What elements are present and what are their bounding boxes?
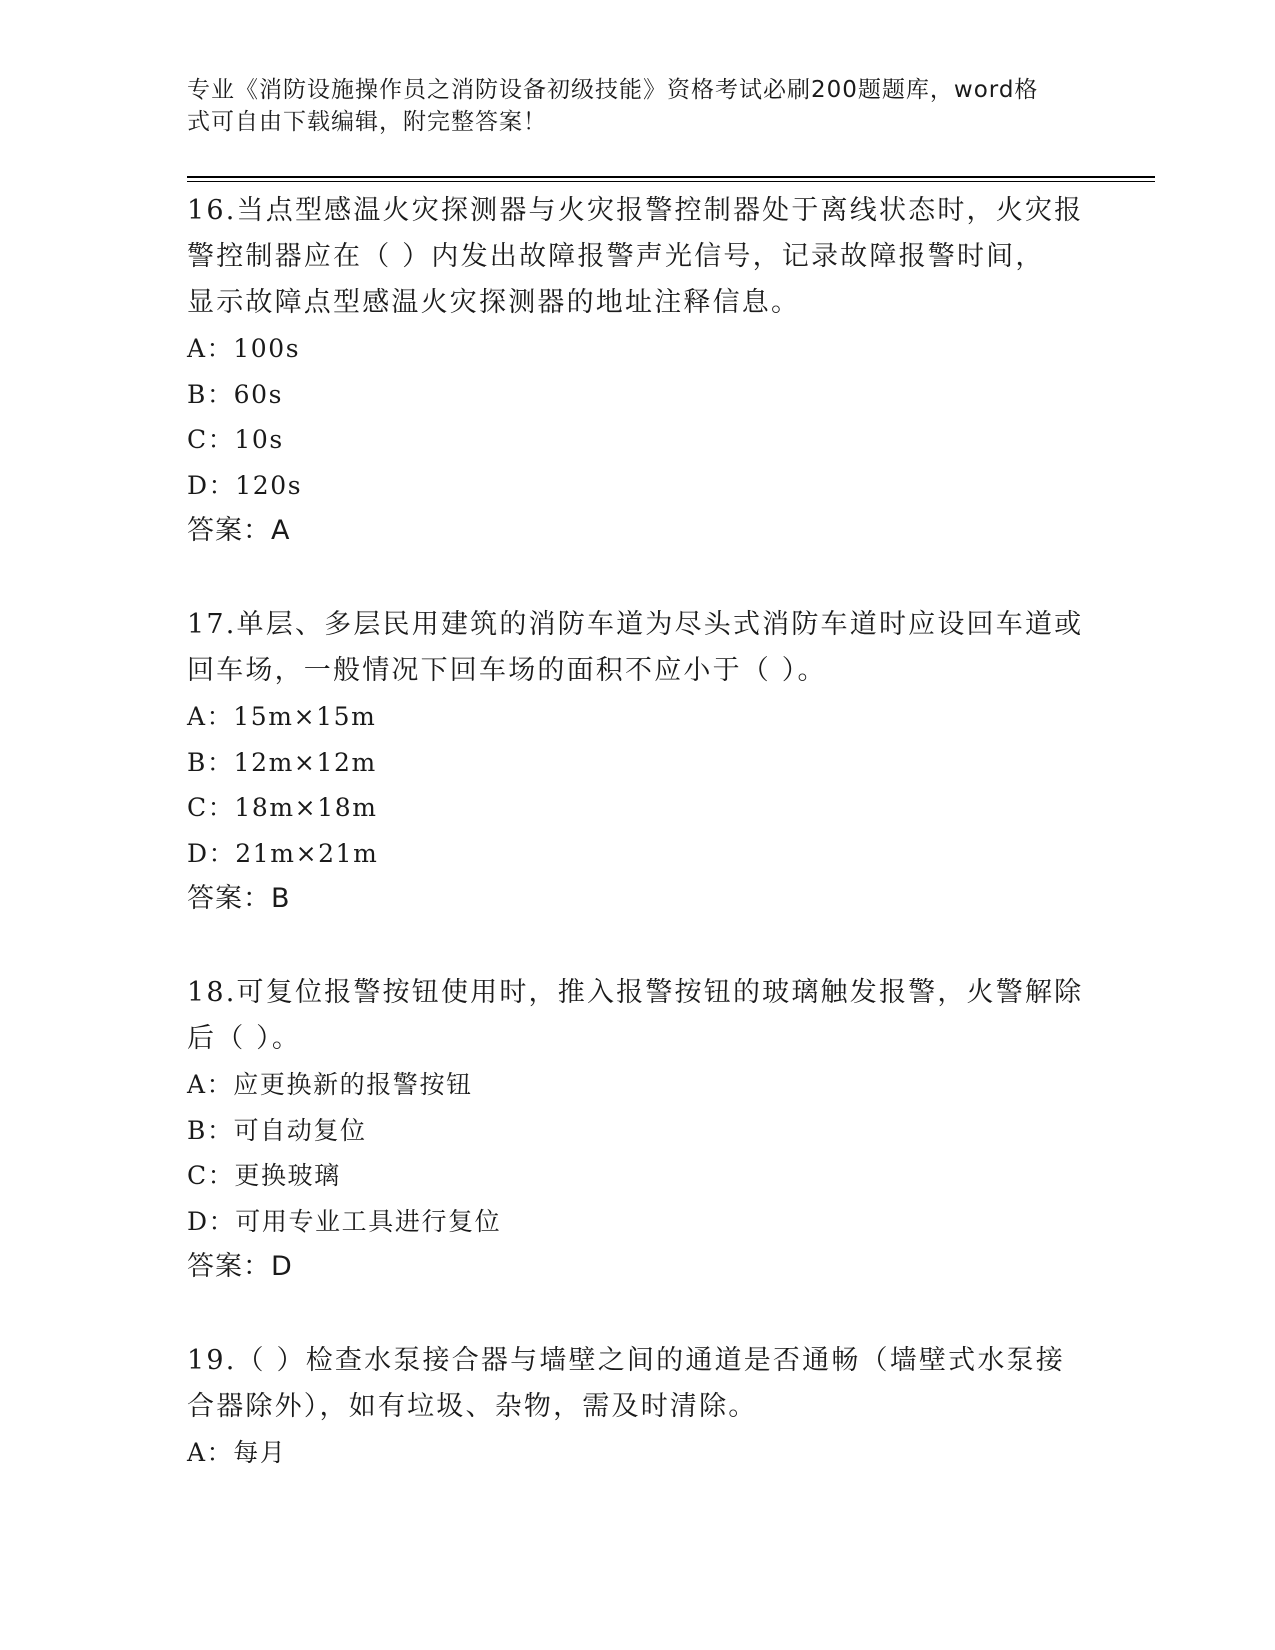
option-letter: B： [187, 747, 234, 777]
question-stem-line: 19.（ ）检查水泵接合器与墙壁之间的通道是否通畅（墙壁式水泵接 [187, 1345, 1065, 1376]
question-17 [187, 602, 1087, 922]
question-stem-line: 合器除外），如有垃圾、杂物，需及时清除。 [187, 1391, 758, 1422]
option-text: 15m×15m [233, 702, 377, 731]
option-letter: D： [187, 1206, 236, 1236]
option-letter: B： [187, 1115, 234, 1145]
header-divider-thick [187, 176, 1155, 178]
question-stem-line: 18.可复位报警按钮使用时，推入报警按钮的玻璃触发报警，火警解除 [187, 977, 1084, 1008]
option-a [187, 326, 1087, 372]
option-b [187, 740, 1087, 786]
option-text: 100s [233, 334, 301, 363]
question-16 [187, 188, 1087, 554]
option-letter: A： [187, 334, 234, 363]
option-letter: C： [187, 1161, 235, 1190]
option-text: 12m×12m [233, 747, 377, 777]
question-stem-line: 回车场，一般情况下回车场的面积不应小于（ ）。 [187, 655, 827, 686]
option-b [187, 1108, 1087, 1154]
answer-line: 答案：A [187, 515, 291, 546]
option-d [187, 831, 1087, 877]
question-stem-line: 警控制器应在（ ）内发出故障报警声光信号，记录故障报警时间， [187, 241, 1045, 272]
answer-line: 答案：D [187, 1251, 293, 1282]
option-b [187, 372, 1087, 418]
option-a [187, 1430, 1087, 1476]
question-stem-line: 显示故障点型感温火灾探测器的地址注释信息。 [187, 287, 801, 318]
option-letter: B： [187, 379, 234, 409]
option-letter: A： [187, 702, 234, 731]
option-letter: C： [187, 425, 235, 454]
option-text: 可用专业工具进行复位 [235, 1206, 502, 1236]
question-stem-line: 16.当点型感温火灾探测器与火灾报警控制器处于离线状态时，火灾报 [187, 195, 1084, 226]
option-text: 应更换新的报警按钮 [233, 1070, 473, 1099]
option-letter: D： [187, 838, 236, 868]
option-letter: C： [187, 793, 235, 822]
option-text: 更换玻璃 [234, 1161, 341, 1190]
option-text: 60s [233, 379, 284, 409]
header-line-2: 式可自由下载编辑，附完整答案！ [187, 109, 547, 135]
option-d [187, 1199, 1087, 1245]
question-19 [187, 1338, 1087, 1476]
answer-line: 答案：B [187, 883, 291, 914]
header-line-1: 专业《消防设施操作员之消防设备初级技能》资格考试必刷200题题库，word格 [187, 77, 1039, 103]
header-divider-thin [187, 181, 1155, 182]
option-text: 每月 [233, 1438, 287, 1467]
question-stem-line: 后（ ）。 [187, 1023, 302, 1054]
option-d [187, 463, 1087, 509]
option-text: 21m×21m [235, 838, 379, 868]
question-stem-line: 17.单层、多层民用建筑的消防车道为尽头式消防车道时应设回车道或 [187, 609, 1084, 640]
option-c [187, 1153, 1087, 1199]
option-letter: A： [187, 1438, 234, 1467]
option-letter: D： [187, 470, 236, 500]
option-a [187, 1062, 1087, 1108]
document-header [187, 74, 1087, 138]
option-text: 可自动复位 [233, 1115, 367, 1145]
option-c [187, 417, 1087, 463]
option-letter: A： [187, 1070, 234, 1099]
option-c [187, 785, 1087, 831]
option-a [187, 694, 1087, 740]
option-text: 120s [235, 470, 303, 500]
option-text: 18m×18m [234, 793, 378, 822]
option-text: 10s [234, 425, 284, 454]
question-18 [187, 970, 1087, 1290]
question-list [187, 188, 1087, 1524]
